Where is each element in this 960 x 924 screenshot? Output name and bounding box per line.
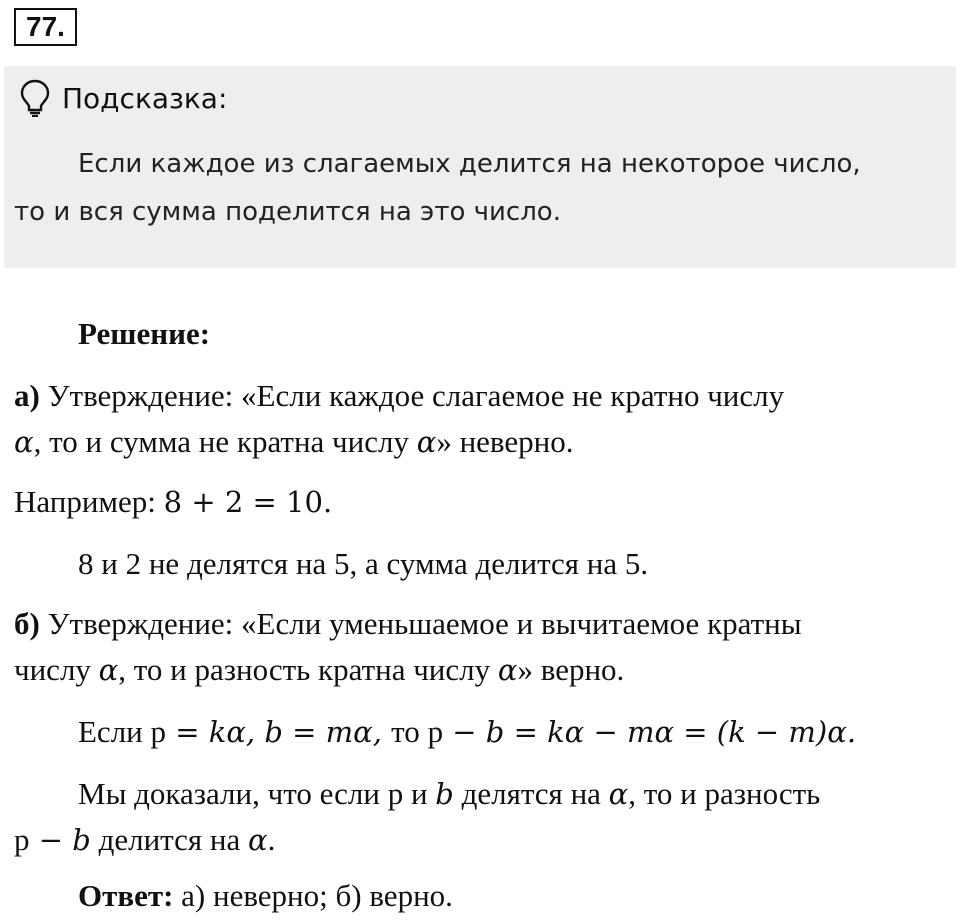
part-a-label: а)	[14, 378, 40, 413]
proof-formula: Если р = kα, b = mα, то р − b = kα − mα = (k − m)α.	[78, 714, 857, 749]
proof-conclusion-line-1: Мы доказали, что если р и b делятся на α, то и разность	[78, 776, 821, 811]
proof-conclusion-line-2: р − b делится на α.	[14, 822, 276, 857]
part-a-line-2: α, то и сумма не кратна числу α» неверно.	[14, 424, 574, 459]
hint-box	[4, 66, 956, 268]
hint-line-2: то и вся сумма поделится на это число.	[14, 197, 561, 227]
hint-text	[14, 140, 944, 236]
hint-line-1: Если каждое из слагаемых делится на некоторое число,	[78, 149, 861, 179]
solution-heading: Решение:	[78, 316, 211, 351]
part-b-line-1: б) Утверждение: «Если уменьшаемое и вычитаемое кратны	[14, 606, 802, 641]
hint-title: Подсказка:	[62, 81, 228, 115]
lightbulb-icon	[20, 79, 50, 117]
answer-line	[78, 878, 453, 914]
part-b-label: б)	[14, 606, 40, 641]
hint-header	[20, 78, 227, 118]
problem-number: 77.	[14, 8, 77, 46]
part-a-line-1: а) Утверждение: «Если каждое слагаемое не кратно числу	[14, 378, 785, 413]
answer-text: а) неверно; б) верно.	[181, 878, 453, 913]
part-b-line-2: числу α, то и разность кратна числу α» верно.	[14, 652, 625, 687]
example-line: Например: 8 + 2 = 10.	[14, 484, 333, 519]
example-note: 8 и 2 не делятся на 5, а сумма делится на 5.	[78, 546, 649, 581]
answer-label: Ответ:	[78, 878, 174, 913]
example-expression: 8 + 2 = 10.	[163, 485, 333, 519]
